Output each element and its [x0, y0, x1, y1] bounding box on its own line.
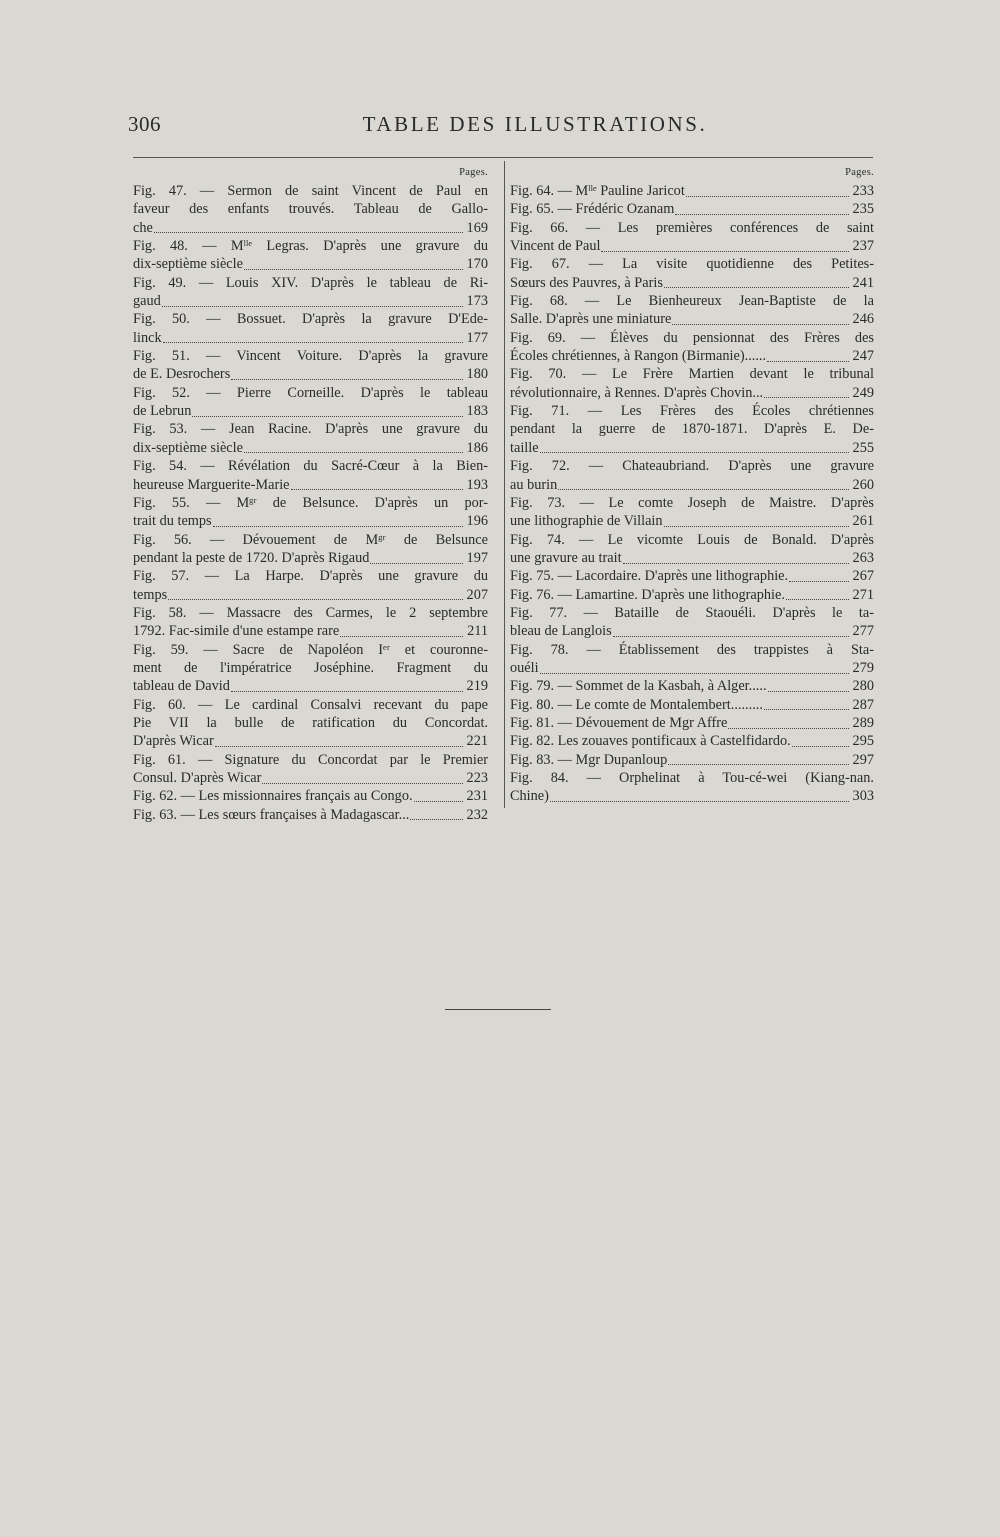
page-ref: 193	[466, 476, 488, 493]
entry-text: tableau de David	[133, 678, 230, 695]
toc-entry	[510, 586, 874, 604]
page-ref: 289	[852, 714, 874, 731]
entry-text: Salle. D'après une miniature	[510, 311, 672, 328]
entry-line: Fig. 52. — Pierre Corneille. D'après le tableau	[133, 384, 488, 401]
entry-line: Fig. 47. — Sermon de saint Vincent de Paul en	[133, 183, 488, 199]
entry-line: Fig. 71. — Les Frères des Écoles chrétiennes	[510, 403, 874, 420]
entry-last-line	[510, 659, 874, 677]
toc-entry	[510, 531, 874, 568]
dot-leader	[231, 691, 463, 692]
entry-last-line	[510, 476, 874, 494]
entry-line: Fig. 66. — Les premières conférences de saint	[510, 219, 874, 236]
entry-last-line	[133, 622, 488, 640]
page-ref: 221	[466, 733, 488, 750]
header-rule	[133, 157, 873, 158]
entry-line: Fig. 68. — Le Bienheureux Jean-Baptiste de la	[510, 293, 874, 310]
entry-text: heureuse Marguerite-Marie	[133, 476, 290, 493]
dot-leader	[764, 397, 849, 398]
entry-text: de Lebrun	[133, 403, 192, 420]
entry-text: Vincent de Paul	[510, 238, 601, 255]
entry-text: Fig. 83. — Mgr Dupanloup	[510, 751, 668, 768]
dot-leader	[792, 746, 849, 747]
toc-entry	[510, 200, 874, 218]
entry-text: bleau de Langlois	[510, 623, 612, 640]
entry-last-line	[510, 384, 874, 402]
entry-text: D'après Wicar	[133, 733, 214, 750]
toc-entry	[133, 567, 488, 604]
dot-leader	[789, 581, 849, 582]
toc-entry	[133, 310, 488, 347]
entry-last-line	[510, 714, 874, 732]
entry-line: Fig. 77. — Bataille de Staouéli. D'après le ta-	[510, 604, 874, 621]
page-ref: 235	[852, 201, 874, 218]
entry-list	[510, 182, 874, 806]
toc-entry	[133, 751, 488, 788]
toc-entry	[510, 677, 874, 695]
page-ref: 196	[466, 513, 488, 530]
toc-entry	[510, 402, 874, 457]
toc-entry	[510, 641, 874, 678]
dot-leader	[664, 287, 849, 288]
column-divider	[504, 161, 505, 808]
entry-text: gaud	[133, 293, 161, 310]
entry-line: Fig. 57. — La Harpe. D'après une gravure du	[133, 568, 488, 585]
dot-leader	[414, 801, 463, 802]
entry-last-line	[133, 549, 488, 567]
entry-line: Fig. 51. — Vincent Voiture. D'après la gravure	[133, 348, 488, 365]
page-ref: 277	[852, 623, 874, 640]
footer-rule	[445, 1009, 551, 1010]
page-ref: 280	[852, 678, 874, 695]
entry-last-line	[133, 732, 488, 750]
dot-leader	[370, 563, 463, 564]
entry-last-line	[510, 549, 874, 567]
entry-last-line	[510, 439, 874, 457]
toc-entry	[510, 567, 874, 585]
dot-leader	[262, 783, 463, 784]
dot-leader	[664, 526, 849, 527]
entry-last-line	[133, 292, 488, 310]
entry-line: Fig. 50. — Bossuet. D'après la gravure D'Ede-	[133, 311, 488, 328]
entry-text: pendant la peste de 1720. D'après Rigaud	[133, 549, 370, 566]
pages-label: Pages.	[845, 167, 874, 178]
entry-text: Fig. 64. — Mˡˡᵉ Pauline Jaricot	[510, 183, 685, 199]
entry-text: Fig. 75. — Lacordaire. D'après une lithographie.	[510, 568, 789, 585]
page-ref: 237	[852, 238, 874, 255]
dot-leader	[764, 709, 849, 710]
entry-last-line	[133, 512, 488, 530]
entry-text: Écoles chrétiennes, à Rangon (Birmanie)......	[510, 348, 767, 365]
dot-leader	[601, 251, 849, 252]
entry-text: linck	[133, 329, 162, 346]
toc-entry	[510, 219, 874, 256]
toc-entry	[133, 494, 488, 531]
page-ref: 170	[466, 256, 488, 273]
entry-last-line	[510, 310, 874, 328]
toc-entry	[133, 604, 488, 641]
dot-leader	[613, 636, 849, 637]
page-ref: 241	[852, 274, 874, 291]
entry-last-line	[510, 732, 874, 750]
entry-last-line	[133, 769, 488, 787]
entry-line: Fig. 73. — Le comte Joseph de Maistre. D'après	[510, 494, 874, 511]
entry-line: Fig. 60. — Le cardinal Consalvi recevant du pape	[133, 696, 488, 713]
entry-line: Fig. 54. — Révélation du Sacré-Cœur à la Bien-	[133, 458, 488, 475]
toc-entry	[133, 237, 488, 274]
pages-label: Pages.	[459, 167, 488, 178]
page-ref: 247	[852, 348, 874, 365]
toc-entry	[133, 457, 488, 494]
entry-text: dix-septième siècle	[133, 439, 243, 456]
toc-entry	[133, 274, 488, 311]
toc-entry	[510, 329, 874, 366]
entry-line: Fig. 48. — Mˡˡᵉ Legras. D'après une gravure du	[133, 238, 488, 255]
dot-leader	[244, 269, 463, 270]
toc-entry	[510, 732, 874, 750]
page-ref: 295	[852, 733, 874, 750]
dot-leader	[244, 452, 463, 453]
page-ref: 255	[852, 439, 874, 456]
toc-entry	[133, 384, 488, 421]
dot-leader	[231, 379, 463, 380]
dot-leader	[168, 599, 463, 600]
page-ref: 246	[852, 311, 874, 328]
entry-last-line	[510, 182, 874, 200]
page-ref: 183	[466, 403, 488, 420]
entry-line: Fig. 58. — Massacre des Carmes, le 2 septembre	[133, 604, 488, 621]
entry-text: Fig. 82. Les zouaves pontificaux à Castelfidardo.	[510, 733, 791, 750]
dot-leader	[786, 599, 849, 600]
page-ref: 219	[466, 678, 488, 695]
dot-leader	[768, 691, 849, 692]
entry-last-line	[133, 586, 488, 604]
entry-last-line	[510, 677, 874, 695]
toc-entry	[510, 714, 874, 732]
toc-entry	[510, 255, 874, 292]
entry-text: Fig. 65. — Frédéric Ozanam	[510, 201, 675, 218]
entry-text: 1792. Fac-simile d'une estampe rare	[133, 623, 340, 640]
entry-line: Fig. 53. — Jean Racine. D'après une gravure du	[133, 421, 488, 438]
entry-last-line	[133, 402, 488, 420]
entry-last-line	[133, 476, 488, 494]
entry-last-line	[133, 806, 488, 824]
entry-last-line	[510, 586, 874, 604]
dot-leader	[672, 324, 849, 325]
entry-line: Pie VII la bulle de ratification du Concordat.	[133, 714, 488, 731]
page-ref: 197	[466, 549, 488, 566]
page-ref: 261	[852, 513, 874, 530]
toc-entry	[510, 696, 874, 714]
page-ref: 267	[852, 568, 874, 585]
page-ref: 297	[852, 751, 874, 768]
page-ref: 232	[466, 806, 488, 823]
entry-text: révolutionnaire, à Rennes. D'après Chovin...	[510, 384, 764, 401]
entry-line: ment de l'impératrice Joséphine. Fragment du	[133, 659, 488, 676]
entry-last-line	[510, 274, 874, 292]
entry-text: Fig. 63. — Les sœurs françaises à Madagascar...	[133, 806, 410, 823]
toc-entry	[133, 787, 488, 805]
dot-leader	[215, 746, 463, 747]
dot-leader	[340, 636, 463, 637]
entry-text: de E. Desrochers	[133, 366, 231, 383]
entry-text: une lithographie de Villain	[510, 513, 663, 530]
entry-line: Fig. 49. — Louis XIV. D'après le tableau de Ri-	[133, 274, 488, 291]
entry-line: Fig. 55. — Mᵍʳ de Belsunce. D'après un por-	[133, 494, 488, 511]
entry-text: Fig. 81. — Dévouement de Mgr Affre	[510, 714, 728, 731]
page-ref: 207	[466, 586, 488, 603]
toc-entry	[133, 531, 488, 568]
page-ref: 287	[852, 696, 874, 713]
page-ref: 177	[466, 329, 488, 346]
dot-leader	[550, 801, 849, 802]
dot-leader	[540, 452, 849, 453]
dot-leader	[558, 489, 849, 490]
page-ref: 169	[466, 219, 488, 236]
toc-entry	[510, 769, 874, 806]
entry-line: Fig. 72. — Chateaubriand. D'après une gravure	[510, 458, 874, 475]
dot-leader	[163, 342, 463, 343]
dot-leader	[540, 673, 849, 674]
dot-leader	[162, 306, 463, 307]
page-ref: 271	[852, 586, 874, 603]
entry-last-line	[510, 696, 874, 714]
toc-entry	[510, 292, 874, 329]
entry-last-line	[510, 347, 874, 365]
right-column	[510, 164, 874, 806]
page-ref: 180	[466, 366, 488, 383]
entry-last-line	[510, 512, 874, 530]
entry-line: Fig. 56. — Dévouement de Mᵍʳ de Belsunce	[133, 531, 488, 548]
page-ref: 186	[466, 439, 488, 456]
entry-line: Fig. 74. — Le vicomte Louis de Bonald. D'après	[510, 531, 874, 548]
dot-leader	[154, 232, 463, 233]
entry-last-line	[510, 237, 874, 255]
entry-line: faveur des enfants trouvés. Tableau de Gallo-	[133, 201, 488, 218]
page-ref: 303	[852, 788, 874, 805]
toc-entry	[510, 494, 874, 531]
entry-last-line	[133, 677, 488, 695]
entry-text: Chine)	[510, 788, 549, 805]
entry-text: ouéli	[510, 659, 539, 676]
toc-entry	[133, 696, 488, 751]
entry-text: au burin	[510, 476, 558, 493]
toc-entry	[133, 420, 488, 457]
entry-line: Fig. 67. — La visite quotidienne des Petites-	[510, 256, 874, 273]
page-ref: 249	[852, 384, 874, 401]
toc-entry	[133, 182, 488, 237]
toc-entry	[510, 457, 874, 494]
entry-text: che	[133, 219, 153, 236]
page-ref: 260	[852, 476, 874, 493]
entry-last-line	[510, 622, 874, 640]
dot-leader	[686, 196, 849, 197]
entry-text: Consul. D'après Wicar	[133, 770, 262, 786]
page-ref: 223	[466, 770, 488, 786]
entry-text: temps	[133, 586, 168, 603]
page-ref: 211	[467, 623, 488, 640]
entry-text: trait du temps	[133, 513, 212, 530]
dot-leader	[767, 361, 849, 362]
entry-text: Sœurs des Pauvres, à Paris	[510, 274, 663, 291]
page-ref: 263	[852, 549, 874, 566]
entry-last-line	[133, 255, 488, 273]
toc-entry	[510, 182, 874, 200]
entry-last-line	[510, 200, 874, 218]
page-ref: 173	[466, 293, 488, 310]
dot-leader	[213, 526, 463, 527]
entry-text: Fig. 62. — Les missionnaires français au Congo.	[133, 788, 413, 805]
dot-leader	[410, 819, 463, 820]
entry-last-line	[133, 365, 488, 383]
entry-last-line	[510, 787, 874, 805]
entry-line: Fig. 59. — Sacre de Napoléon Iᵉʳ et couronne-	[133, 641, 488, 658]
dot-leader	[192, 416, 463, 417]
entry-last-line	[133, 439, 488, 457]
dot-leader	[668, 764, 849, 765]
entry-line: Fig. 70. — Le Frère Martien devant le tribunal	[510, 366, 874, 383]
entry-text: une gravure au trait	[510, 549, 622, 566]
running-title: TABLE DES ILLUSTRATIONS.	[362, 112, 708, 136]
page-ref: 279	[852, 659, 874, 676]
toc-entry	[510, 365, 874, 402]
entry-line: pendant la guerre de 1870-1871. D'après E. De-	[510, 421, 874, 438]
entry-line: Fig. 78. — Établissement des trappistes à Sta-	[510, 641, 874, 658]
page-ref: 233	[852, 183, 874, 199]
entry-line: Fig. 69. — Élèves du pensionnat des Frères des	[510, 329, 874, 346]
dot-leader	[675, 214, 849, 215]
entry-last-line	[133, 787, 488, 805]
entry-last-line	[133, 329, 488, 347]
toc-entry	[510, 604, 874, 641]
entry-text: Fig. 76. — Lamartine. D'après une lithographie.	[510, 586, 785, 603]
dot-leader	[291, 489, 463, 490]
dot-leader	[623, 563, 849, 564]
toc-entry	[133, 347, 488, 384]
page-number: 306	[128, 112, 161, 136]
entry-list	[133, 182, 488, 824]
toc-entry	[510, 751, 874, 769]
page-ref: 231	[466, 788, 488, 805]
entry-last-line	[133, 219, 488, 237]
entry-text: taille	[510, 439, 539, 456]
dot-leader	[728, 728, 849, 729]
entry-text: Fig. 79. — Sommet de la Kasbah, à Alger.....	[510, 678, 767, 695]
toc-entry	[133, 806, 488, 824]
entry-last-line	[510, 567, 874, 585]
entry-text: Fig. 80. — Le comte de Montalembert.........	[510, 696, 763, 713]
entry-text: dix-septième siècle	[133, 256, 243, 273]
entry-last-line	[510, 751, 874, 769]
entry-line: Fig. 84. — Orphelinat à Tou-cé-wei (Kiang-nan.	[510, 770, 874, 786]
entry-line: Fig. 61. — Signature du Concordat par le Premier	[133, 751, 488, 768]
toc-entry	[133, 641, 488, 696]
left-column	[133, 164, 488, 824]
